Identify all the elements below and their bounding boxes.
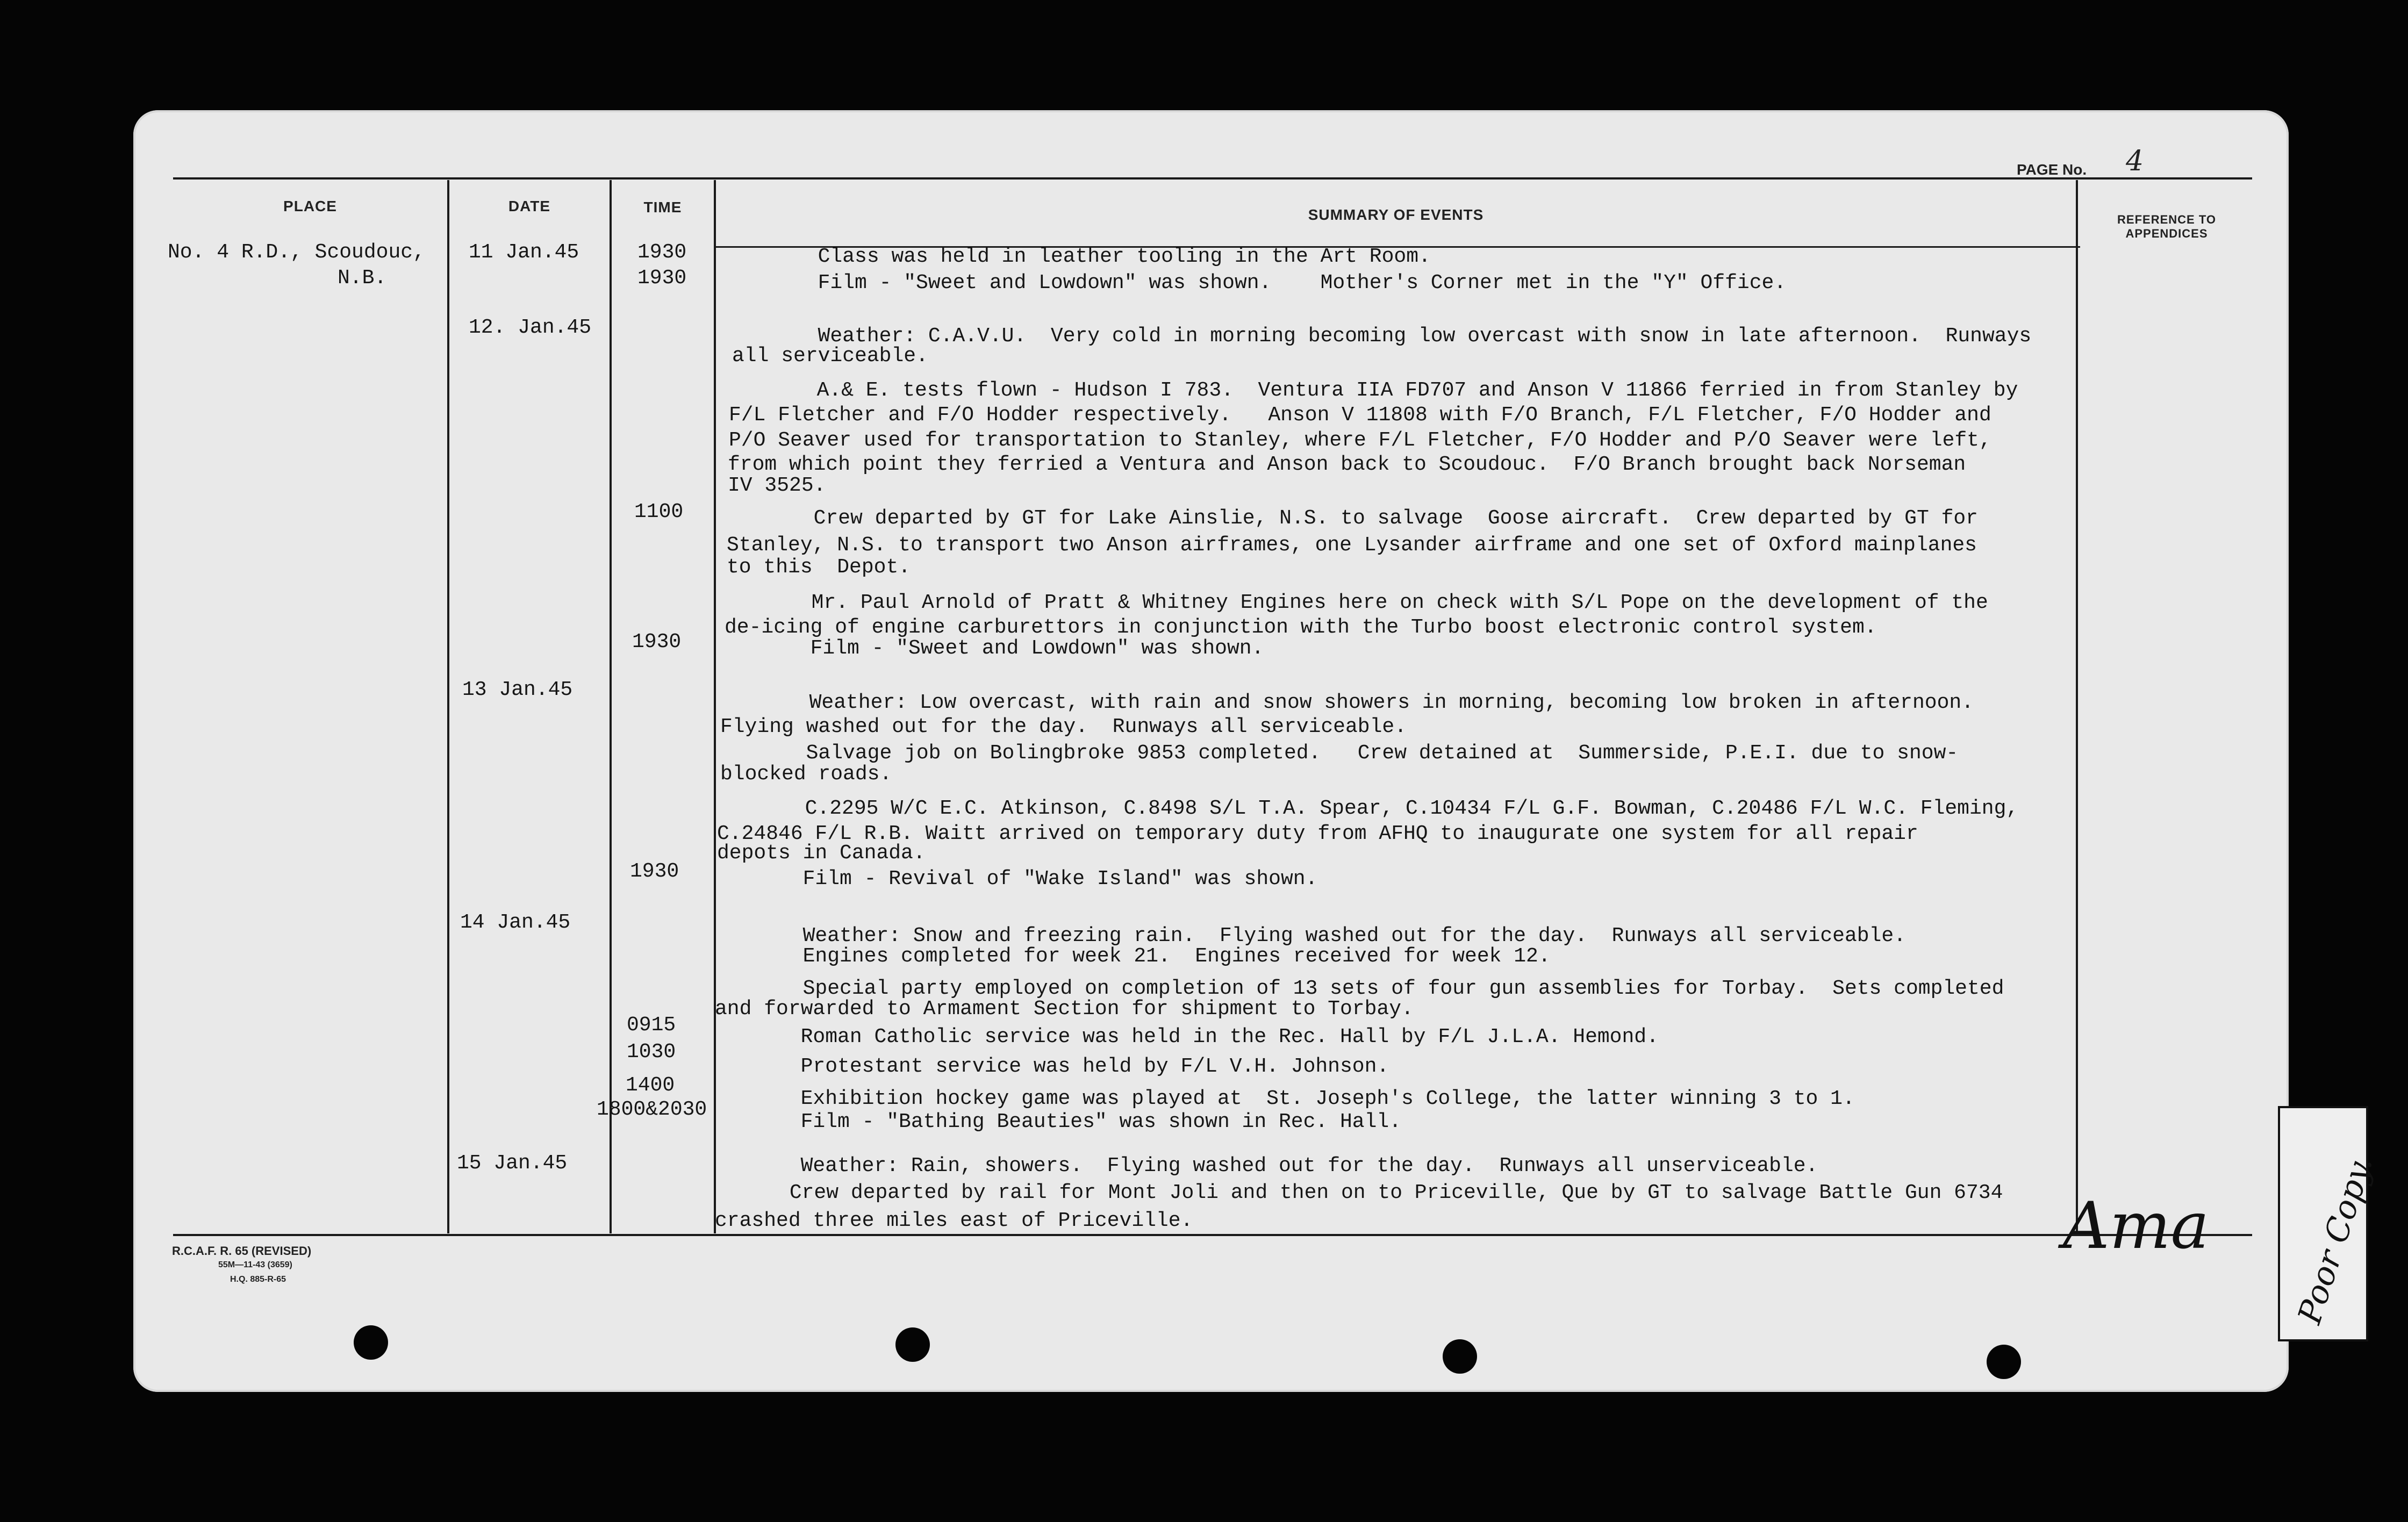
time-entry: 1930	[632, 630, 682, 654]
summary-line: to this Depot.	[727, 556, 911, 579]
column-header-place: PLACE	[283, 198, 337, 214]
summary-line: Protestant service was held by F/L V.H. Johnson.	[715, 1055, 1389, 1078]
summary-line: Engines completed for week 21. Engines received for week 12.	[717, 945, 1551, 968]
bottom-rule	[173, 1234, 2252, 1236]
column-header-reference-2: APPENDICES	[2125, 227, 2208, 240]
summary-line: Stanley, N.S. to transport two Anson airframes, one Lysander airframe and one set of Oxford mainplanes	[727, 534, 1977, 557]
summary-line: Exhibition hockey game was played at St. Joseph's College, the latter winning 3 to 1.	[715, 1087, 1855, 1110]
summary-line: Crew departed by rail for Mont Joli and then on to Priceville, Que by GT to salvage Battle Gun 6734	[716, 1181, 2003, 1204]
divider-date-time	[610, 180, 612, 1233]
summary-line: F/L Fletcher and F/O Hodder respectively. Anson V 11808 with F/O Branch, F/L Fletcher, F/O Hodder and	[729, 404, 1991, 427]
summary-line: Class was held in leather tooling in the Art Room.	[732, 245, 1431, 268]
poor-copy-note: Poor Copy.	[2291, 1151, 2381, 1329]
date-11-jan: 11 Jan.45	[469, 241, 579, 264]
summary-line: Film - Revival of "Wake Island" was shown.	[717, 867, 1318, 891]
time-entry: 1930	[637, 241, 687, 264]
column-header-date: DATE	[508, 198, 551, 214]
place-line-1: No. 4 R.D., Scoudouc,	[168, 241, 425, 264]
summary-line: Crew departed by GT for Lake Ainslie, N.S. to salvage Goose aircraft. Crew departed by GT for	[728, 507, 1978, 530]
summary-line: Special party employed on completion of 13 sets of four gun assemblies for Torbay. Sets completed	[717, 977, 2004, 1000]
summary-line: crashed three miles east of Priceville.	[715, 1209, 1193, 1232]
place-line-2: N.B.	[338, 267, 387, 290]
date-12-jan: 12. Jan.45	[469, 316, 592, 339]
summary-line: Mr. Paul Arnold of Pratt & Whitney Engines here on check with S/L Pope on the development of the	[726, 591, 1988, 614]
summary-line: blocked roads.	[720, 763, 892, 786]
binder-hole	[895, 1327, 930, 1362]
summary-line: C.2295 W/C E.C. Atkinson, C.8498 S/L T.A. Spear, C.10434 F/L G.F. Bowman, C.20486 F/L W.C. Fleming,	[719, 797, 2019, 820]
summary-line: Roman Catholic service was held in the Rec. Hall by F/L J.L.A. Hemond.	[715, 1025, 1659, 1049]
date-13-jan: 13 Jan.45	[462, 678, 573, 701]
summary-line: Weather: C.A.V.U. Very cold in morning becoming low overcast with snow in late afternoon. Runways	[732, 325, 2032, 348]
column-header-reference-1: REFERENCE TO	[2117, 213, 2216, 226]
form-print-code: 55M—11-43 (3659)	[218, 1260, 292, 1269]
form-number: R.C.A.F. R. 65 (REVISED)	[172, 1244, 312, 1258]
summary-line: Film - "Sweet and Lowdown" was shown.	[725, 637, 1264, 660]
summary-line: de-icing of engine carburettors in conjunction with the Turbo boost electronic control system.	[725, 616, 1877, 639]
time-entry: 1930	[637, 267, 687, 290]
summary-line: Weather: Rain, showers. Flying washed out for the day. Runways all unserviceable.	[715, 1154, 1818, 1178]
time-entry: 0915	[627, 1014, 676, 1037]
time-entry: 1930	[630, 860, 679, 883]
summary-line: P/O Seaver used for transportation to Stanley, where F/L Fletcher, F/O Hodder and P/O Seaver were left,	[729, 429, 1991, 452]
summary-line: IV 3525.	[728, 474, 826, 497]
divider-summary-reference	[2076, 180, 2078, 1233]
top-rule	[173, 177, 2252, 180]
binder-hole	[354, 1325, 388, 1360]
summary-line: from which point they ferried a Ventura and Anson back to Scoudouc. F/O Branch brought back Norseman	[728, 453, 1966, 476]
time-entry: 1400	[626, 1074, 675, 1097]
date-14-jan: 14 Jan.45	[460, 911, 571, 934]
page-number: 4	[2126, 145, 2144, 177]
summary-line: and forwarded to Armament Section for shipment to Torbay.	[715, 997, 1414, 1021]
summary-line: all serviceable.	[732, 344, 928, 368]
date-15-jan: 15 Jan.45	[457, 1152, 568, 1175]
summary-line: C.24846 F/L R.B. Waitt arrived on temporary duty from AFHQ to inaugurate one system for all repair	[717, 822, 1918, 845]
summary-line: Film - "Bathing Beauties" was shown in Rec. Hall.	[715, 1110, 1402, 1133]
divider-place-date	[447, 180, 449, 1233]
column-header-summary: SUMMARY OF EVENTS	[1308, 206, 1484, 223]
summary-line: A.& E. tests flown - Hudson I 783. Ventura IIA FD707 and Anson V 11866 ferried in from Stanley by	[731, 379, 2018, 402]
summary-line: depots in Canada.	[717, 842, 926, 865]
summary-line: Weather: Snow and freezing rain. Flying washed out for the day. Runways all serviceable.	[717, 924, 1906, 947]
handwritten-initials: Ama	[2063, 1189, 2209, 1263]
time-entry: 1030	[627, 1040, 676, 1064]
binder-hole	[1443, 1339, 1477, 1374]
time-entry: 1800&2030	[597, 1098, 707, 1121]
time-entry: 1100	[634, 500, 684, 523]
summary-line: Flying washed out for the day. Runways all serviceable.	[720, 715, 1407, 738]
binder-hole	[1987, 1345, 2021, 1379]
page-number-label: PAGE No.	[2017, 161, 2087, 178]
summary-line: Salvage job on Bolingbroke 9853 completed. Crew detained at Summerside, P.E.I. due to snow-	[720, 742, 1959, 765]
summary-line: Film - "Sweet and Lowdown" was shown. Mother's Corner met in the "Y" Office.	[732, 271, 1787, 295]
summary-line: Weather: Low overcast, with rain and snow showers in morning, becoming low broken in afternoon.	[723, 691, 1974, 714]
column-header-time: TIME	[643, 199, 682, 216]
form-hq-code: H.Q. 885-R-65	[230, 1275, 286, 1284]
